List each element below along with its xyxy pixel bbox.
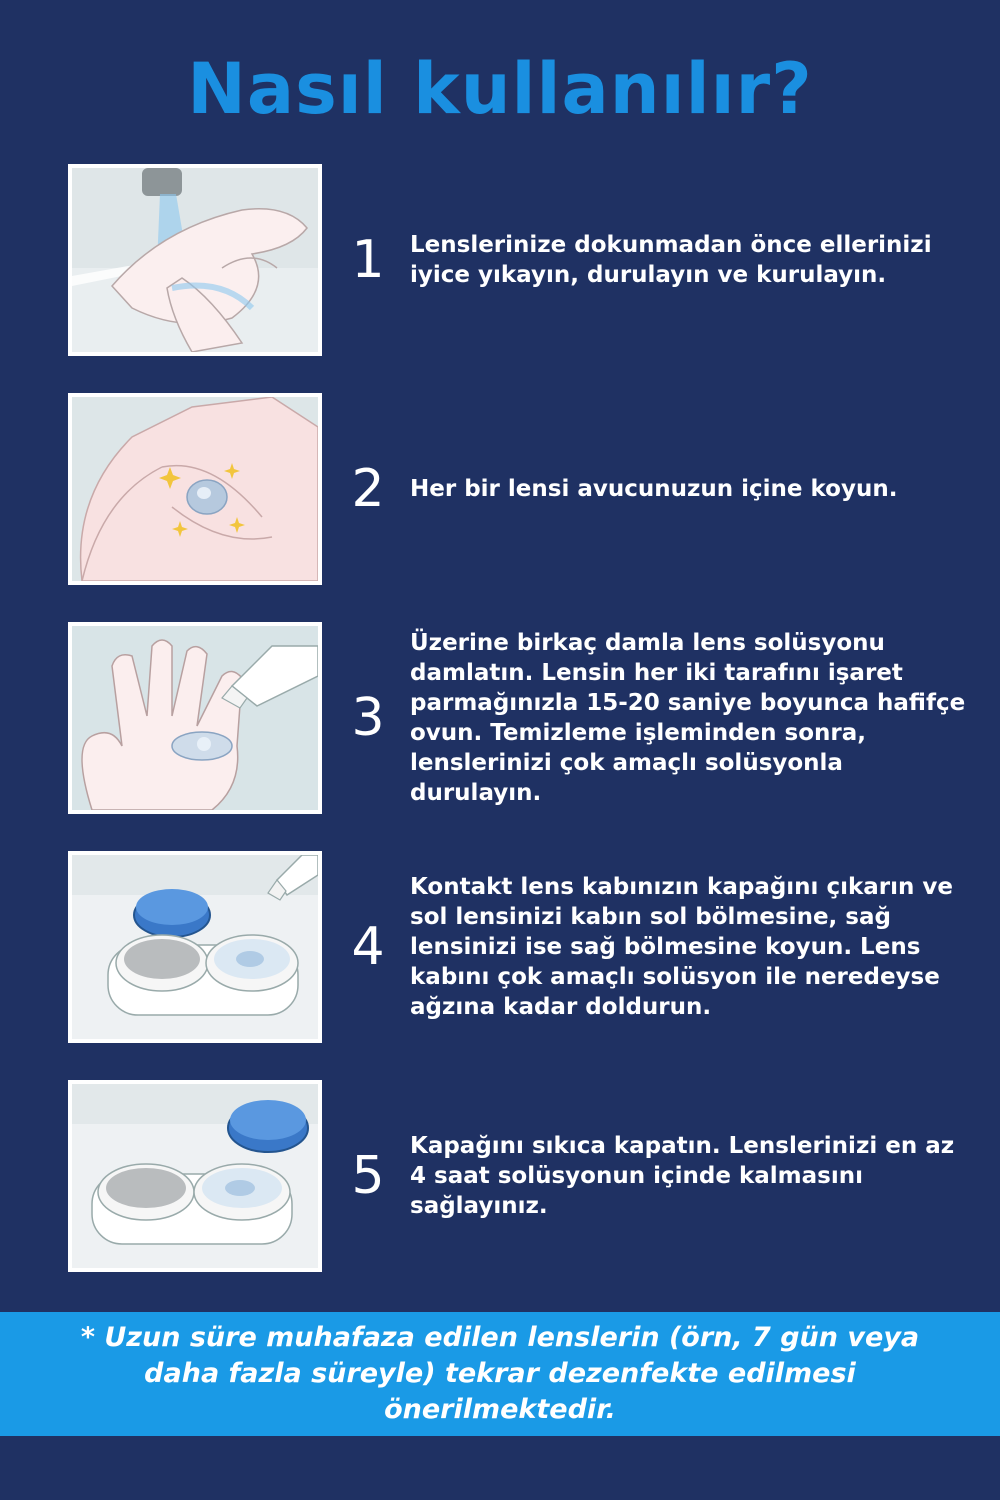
step-5 [0, 1080, 1000, 1272]
footer-note-band [0, 1312, 1000, 1436]
step-3 [0, 622, 1000, 814]
lens-case-filling-illustration [68, 851, 322, 1043]
footer-note: * Uzun süre muhafaza edilen lenslerin (örn, 7 gün veya daha fazla süreyle) tekrar dezenfekte edilmesi önerilmektedir. [80, 1322, 920, 1425]
step-2 [0, 393, 1000, 585]
step-number: 3 [351, 688, 385, 748]
step-text: Lenslerinize dokunmadan önce ellerinizi iyice yıkayın, durulayın ve kurulayın. [410, 232, 932, 288]
page-title: Nasıl kullanılır? [187, 48, 813, 130]
step-number: 1 [351, 230, 385, 290]
step-text: Üzerine birkaç damla lens solüsyonu damlatın. Lensin her iki tarafını işaret parmağınızla 15-20 saniye boyunca hafifçe ovun. Temizleme işleminden sonra, lenslerinizi çok amaçlı solüsyonla durulayın. [410, 630, 966, 806]
step-text: Kapağını sıkıca kapatın. Lenslerinizi en az 4 saat solüsyonun içinde kalmasını sağlayınız. [410, 1133, 955, 1219]
step-number: 2 [351, 459, 385, 519]
lens-case-closed-illustration [68, 1080, 322, 1272]
solution-drops-illustration [68, 622, 322, 814]
step-text: Kontakt lens kabınızın kapağını çıkarın ve sol lensinizi kabın sol bölmesine, sağ lensinizi ise sağ bölmesine koyun. Lens kabını çok amaçlı solüsyon ile neredeyse ağzına kadar doldurun. [410, 874, 953, 1020]
step-number: 4 [351, 917, 385, 977]
lens-in-palm-illustration [68, 393, 322, 585]
step-4 [0, 851, 1000, 1043]
step-number: 5 [351, 1146, 385, 1206]
hand-washing-illustration [68, 164, 322, 356]
step-1 [0, 164, 1000, 356]
step-text: Her bir lensi avucunuzun içine koyun. [410, 476, 898, 502]
